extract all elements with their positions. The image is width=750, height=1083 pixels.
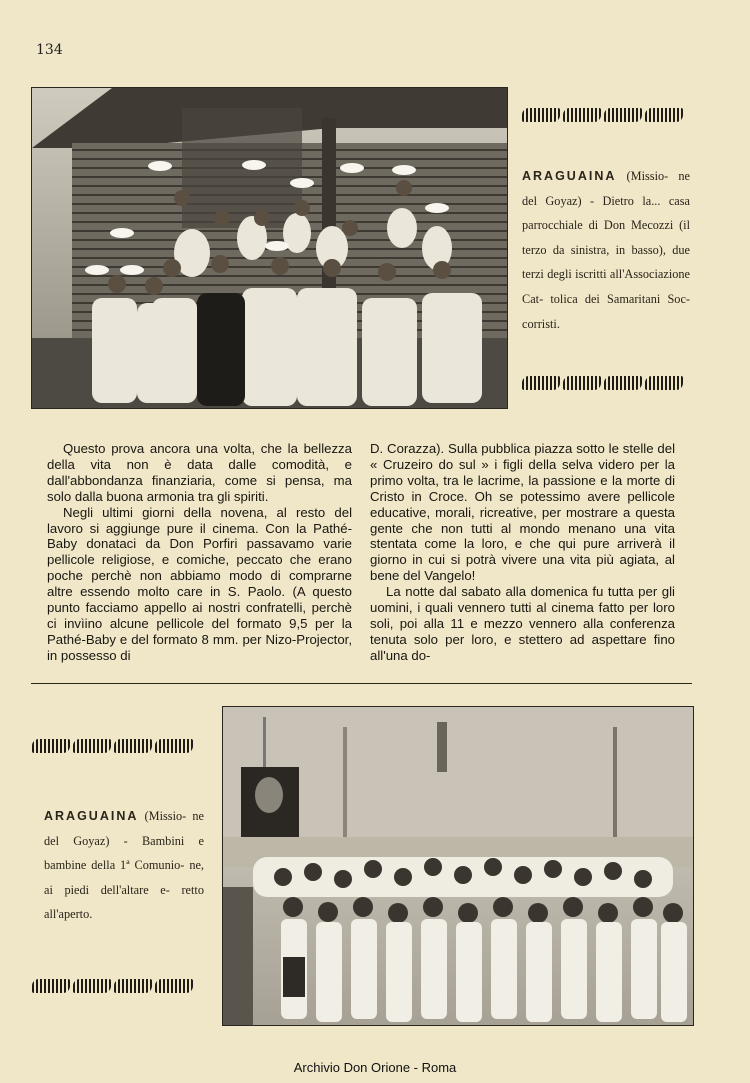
figure-caption-top: [522, 164, 690, 336]
caption-title: ARAGUAINA: [522, 169, 617, 183]
caption-text: casa parrocchiale di Don: [522, 193, 690, 233]
decorative-ornament: [522, 374, 683, 392]
caption-text: bambine della 1ª Comunio-: [44, 858, 185, 873]
archive-footer: Archivio Don Orione - Roma: [293, 1060, 457, 1075]
article-paragraph: D. Corazza). Sulla pubblica piazza sotto le stelle del « Cruzeiro do sul » i figli della selva videro per la primo volta, tra le lacrime, la passione e la morte di Cristo in Croce. Oh se potessimo avere pellicole educative, morali, ricreative, per mostrare a questa gente che non tutti al mondo menano una vita stentata come la loro, e che qui pure arriverà il giorno in cui si potrà vivere una vita più agiata, al bene del Vangelo!: [370, 441, 675, 584]
caption-text: Mecozzi (il terzo da sinistra,: [522, 218, 691, 257]
article-paragraph: Negli ultimi giorni della novena, al resto del lavoro si aggiunge pure il cinema. Con la Pathé-Baby donataci da Don Porfiri passavamo varie pellicole religiose, e comiche, peccato che erano poche perchè non abbiamo modo di comprarne altre essendo molto care in S. Paolo. (A questo punto facciamo appello ai nostri confratelli, perchè ci invìino alcune pellicole del formato 9,5 per la Pathé-Baby e del formato 8 mm. per Nizo-Projector, in possesso di: [47, 504, 352, 663]
caption-text: in basso), due terzi degli: [522, 242, 690, 282]
article-column-left: [47, 441, 352, 664]
article-paragraph: La notte dal sabato alla domenica fu tutta per gli uomini, i quali vennero tutti al cinema fatto per loro soli, poi alla 11 e mezzo vennero alla conferenza tenuta solo per loro, e stettero ad aspettare fino all'una do-: [370, 584, 675, 663]
article-column-right: [370, 441, 675, 664]
section-divider: [31, 683, 692, 684]
caption-text: ne del Goyaz) - Dietro la...: [522, 169, 690, 208]
caption-text: (Missio-: [626, 169, 669, 183]
decorative-ornament: [522, 106, 683, 124]
decorative-ornament: [32, 977, 193, 995]
caption-text: tolica dei Samaritani Soc-: [550, 291, 690, 306]
decorative-ornament: [32, 737, 193, 755]
page-number: 134: [36, 42, 63, 58]
caption-text: ne del Goyaz) - Bambini e: [44, 809, 204, 848]
article-paragraph: Questo prova ancora una volta, che la bellezza della vita non è data dalle comodità, e dall'abbondanza finanziaria, come si pensa, ma solo dalla buona armonia tra gli spiriti.: [47, 441, 352, 504]
caption-text: (Missio-: [144, 809, 187, 823]
group-photo-samaritans: [31, 87, 508, 409]
caption-title: ARAGUAINA: [44, 809, 139, 823]
caption-text: corristi.: [522, 316, 560, 331]
caption-text: ne, ai piedi dell'altare e-: [44, 858, 204, 897]
communion-children-photo: [222, 706, 694, 1026]
caption-text: retto all'aperto.: [44, 882, 204, 922]
figure-caption-bottom: [44, 804, 204, 927]
caption-text: iscritti all'Associazione Cat-: [522, 267, 690, 306]
